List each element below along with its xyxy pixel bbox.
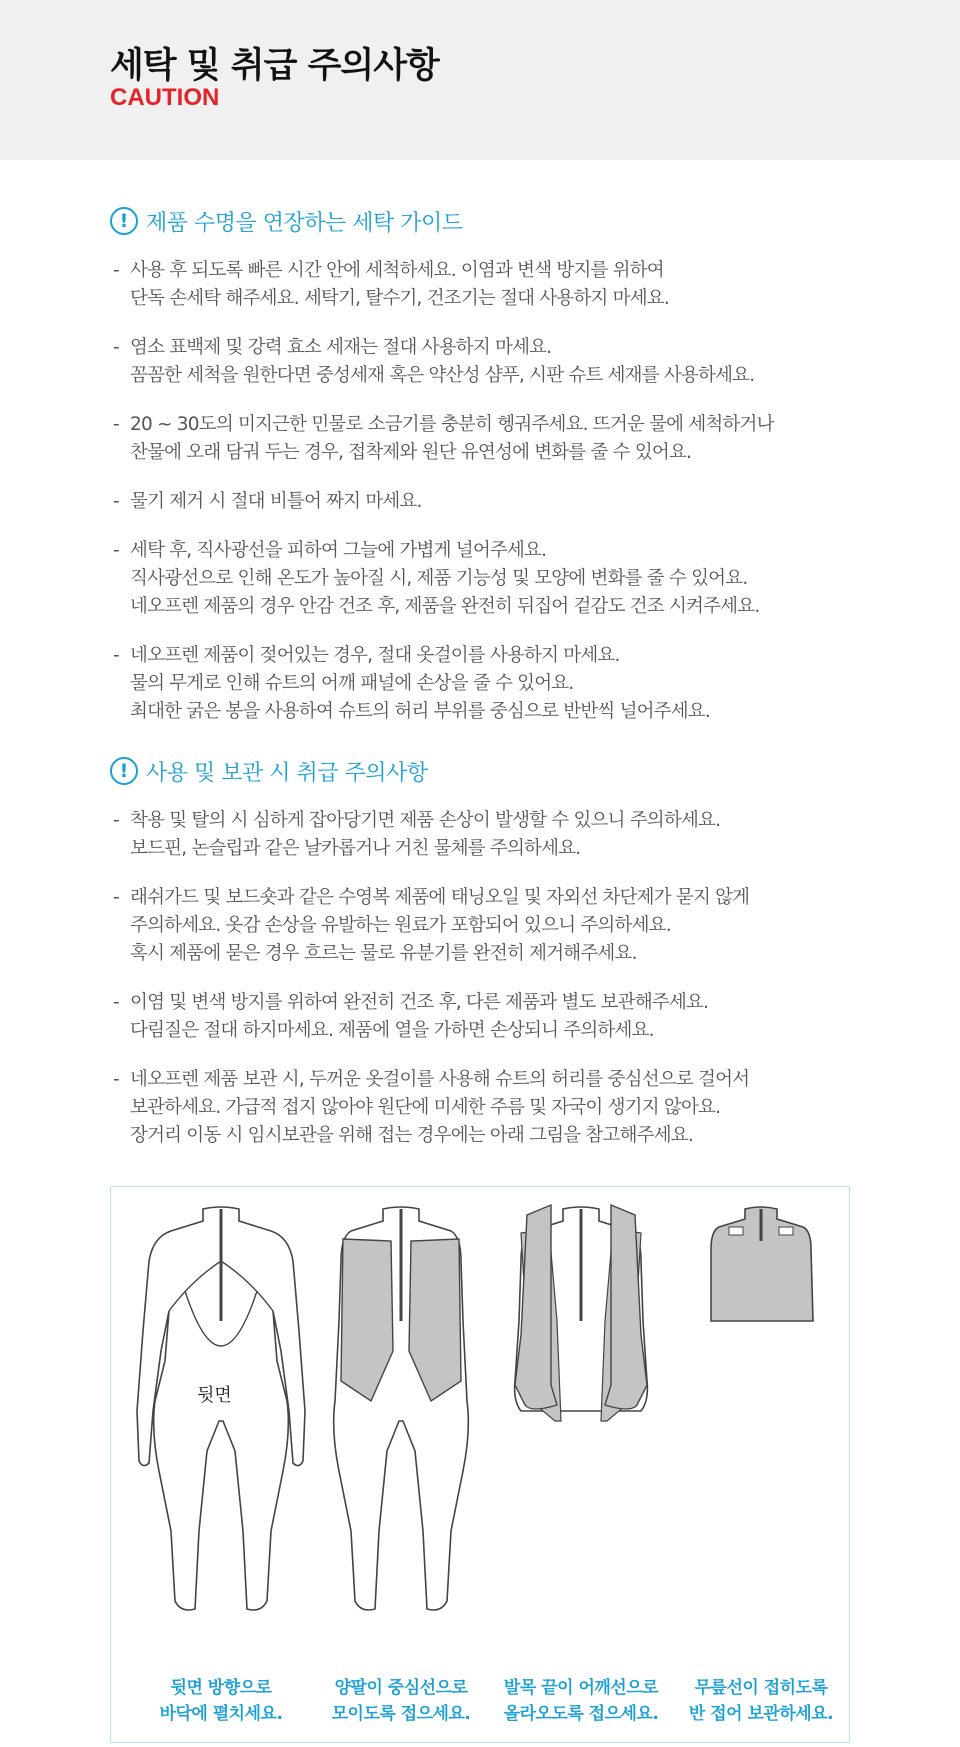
instruction-line: 사용 후 되도록 빠른 시간 안에 세척하세요. 이염과 변색 방지를 위하여 (130, 260, 664, 281)
bullet-dash: - (113, 414, 119, 435)
instruction-line: 보드핀, 논슬립과 같은 날카롭거나 거친 물체를 주의하세요. (130, 838, 581, 859)
bullet-dash: - (113, 260, 119, 281)
instruction-item (110, 1066, 870, 1150)
folding-diagram (110, 1186, 850, 1743)
step-3-caption: 발목 끝이 어깨선으로 올라오도록 접으세요. (503, 1678, 659, 1724)
bullet-dash: - (113, 810, 119, 831)
step-2-caption: 양팔이 중심선으로 모이도록 접으세요. (331, 1678, 471, 1724)
instruction-line: 물의 무게로 인해 슈트의 어깨 패널에 손상을 줄 수 있어요. (130, 673, 574, 694)
instruction-line: 20 ~ 30도의 미지근한 민물로 소금기를 충분히 헹궈주세요. 뜨거운 물에 세척하거나 (130, 414, 774, 435)
instruction-line: 착용 및 탈의 시 심하게 잡아당기면 제품 손상이 발생할 수 있으니 주의하세요. (130, 810, 721, 831)
instruction-line: 장거리 이동 시 임시보관을 위해 접는 경우에는 아래 그림을 참고해주세요. (130, 1125, 693, 1146)
instruction-line: 물기 제거 시 절대 비틀어 짜지 마세요. (130, 491, 422, 512)
instruction-item (110, 488, 870, 516)
page-header (0, 0, 960, 160)
instruction-line: 이염 및 변색 방지를 위하여 완전히 건조 후, 다른 제품과 별도 보관해주세요. (130, 992, 709, 1013)
instruction-line: 세탁 후, 직사광선을 피하여 그늘에 가볍게 널어주세요. (130, 540, 547, 561)
instruction-line: 혹시 제품에 묻은 경우 흐르는 물로 유분기를 완전히 제거해주세요. (130, 943, 637, 964)
exclamation-icon: ! (110, 207, 138, 235)
instruction-line: 직사광선으로 인해 온도가 높아질 시, 제품 기능성 및 모양에 변화를 줄 수 있어요. (130, 568, 748, 589)
section-heading (110, 755, 870, 787)
instruction-line: 네오프렌 제품 보관 시, 두꺼운 옷걸이를 사용해 슈트의 허리를 중심선으로 걸어서 (130, 1069, 750, 1090)
instruction-line: 꼼꼼한 세척을 원한다면 중성세재 혹은 약산성 샴푸, 시판 슈트 세재를 사용하세요. (130, 365, 755, 386)
bullet-dash: - (113, 992, 119, 1013)
wetsuit-legs-folded-illustration (491, 1201, 671, 1621)
instruction-item (110, 257, 870, 313)
bullet-dash: - (113, 887, 119, 908)
instruction-item (110, 807, 870, 863)
instruction-line: 네오프렌 제품의 경우 안감 건조 후, 제품을 완전히 뒤집어 겉감도 건조 시켜주세요. (130, 596, 760, 617)
bullet-dash: - (113, 1069, 119, 1090)
page-title: 세탁 및 취급 주의사항 (110, 46, 439, 86)
step-4-caption: 무릎선이 접히도록 반 접어 보관하세요. (688, 1678, 834, 1724)
instruction-item (110, 642, 870, 726)
instruction-line: 주의하세요. 옷감 손상을 유발하는 원료가 포함되어 있으니 주의하세요. (130, 915, 671, 936)
instruction-line: 염소 표백제 및 강력 효소 세재는 절대 사용하지 마세요. (130, 337, 552, 358)
page-subtitle: CAUTION (110, 84, 220, 111)
instruction-line: 찬물에 오래 담궈 두는 경우, 접착제와 원단 유연성에 변화를 줄 수 있어요. (130, 442, 692, 463)
bullet-dash: - (113, 337, 119, 358)
instruction-line: 단독 손세탁 해주세요. 세탁기, 탈수기, 건조기는 절대 사용하지 마세요. (130, 288, 669, 309)
bullet-dash: - (113, 491, 119, 512)
instruction-list (110, 807, 870, 1150)
instruction-line: 래쉬가드 및 보드숏과 같은 수영복 제품에 태닝오일 및 자외선 차단제가 묻지 않게 (130, 887, 750, 908)
instruction-item (110, 884, 870, 968)
instruction-line: 보관하세요. 가급적 접지 않아야 원단에 미세한 주름 및 자국이 생기지 않아요. (130, 1097, 721, 1118)
bullet-dash: - (113, 540, 119, 561)
instruction-item (110, 411, 870, 467)
instruction-line: 네오프렌 제품이 젖어있는 경우, 절대 옷걸이를 사용하지 마세요. (130, 645, 620, 666)
back-side-label: 뒷면 (197, 1385, 232, 1406)
exclamation-icon: ! (110, 757, 138, 785)
instruction-list (110, 257, 870, 726)
section-title: 사용 및 보관 시 취급 주의사항 (146, 760, 428, 786)
section-washing-guide (110, 205, 870, 747)
section-title: 제품 수명을 연장하는 세탁 가이드 (146, 210, 463, 236)
instruction-item (110, 334, 870, 390)
wetsuit-folded-half-illustration (671, 1201, 851, 1621)
section-handling-caution (110, 755, 870, 1171)
instruction-line: 최대한 굵은 봉을 사용하여 슈트의 허리 부위를 중심으로 반반씩 널어주세요. (130, 701, 711, 722)
instruction-line: 다림질은 절대 하지마세요. 제품에 열을 가하면 손상되니 주의하세요. (130, 1020, 654, 1041)
wetsuit-back-illustration (131, 1201, 311, 1621)
wetsuit-arms-folded-illustration (311, 1201, 491, 1621)
step-1-caption: 뒷면 방향으로 바닥에 펼치세요. (159, 1678, 283, 1724)
section-heading (110, 205, 870, 237)
bullet-dash: - (113, 645, 119, 666)
instruction-item (110, 989, 870, 1045)
instruction-item (110, 537, 870, 621)
